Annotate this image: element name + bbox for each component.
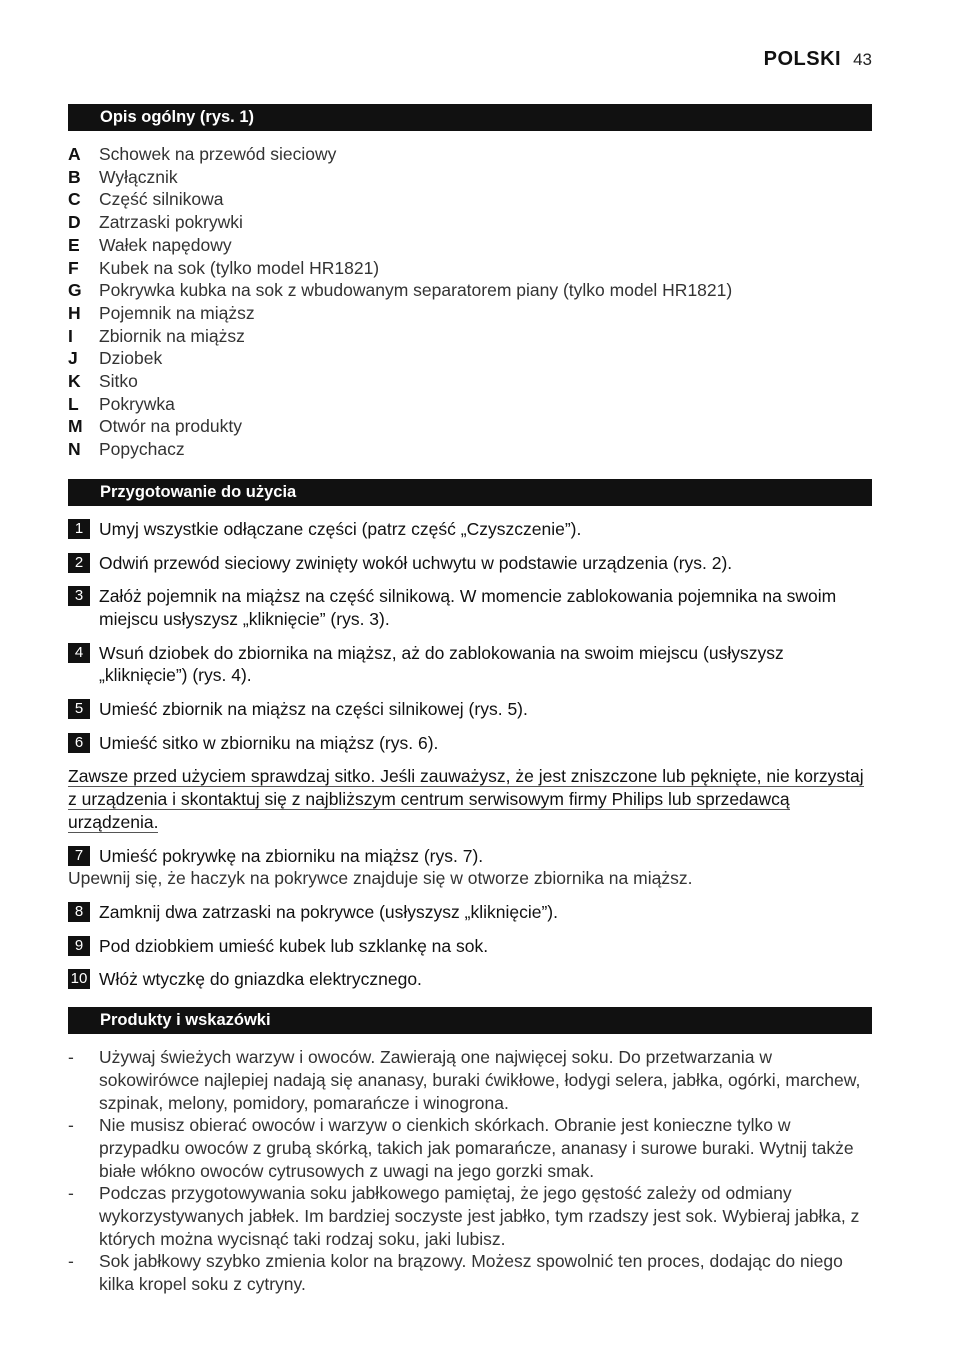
step-text: Zamknij dwa zatrzaski na pokrywce (usłyszysz „kliknięcie”).: [99, 901, 558, 922]
tip-text: Nie musisz obierać owoców i warzyw o cienkich skórkach. Obranie jest konieczne tylko w przypadku owoców z grubą skórką, takich jak pomarańcze, ananasy i surowe buraki. Wytnij także białe włókno owoców cytrusowych z uwagi na jego gorzki smak.: [99, 1115, 854, 1181]
part-desc: Wyłącznik: [99, 166, 178, 187]
step-text: Umyj wszystkie odłączane części (patrz część „Czyszczenie”).: [99, 518, 582, 539]
tip-text: Sok jabłkowy szybko zmienia kolor na brązowy. Możesz spowolnić ten proces, dodając do niego kilka kropel soku z cytryny.: [99, 1251, 843, 1295]
page-content: [68, 104, 872, 1296]
step-text: Włóż wtyczkę do gniazdka elektrycznego.: [99, 969, 422, 990]
part-desc: Wałek napędowy: [99, 234, 232, 255]
step-number: 6: [68, 733, 90, 753]
step-7-note: Upewnij się, że haczyk na pokrywce znajduje się w otworze zbiornika na miąższ.: [68, 868, 693, 889]
list-item: [68, 188, 872, 211]
step-text: Pod dziobkiem umieść kubek lub szklankę na sok.: [99, 935, 489, 956]
step-8: [68, 901, 872, 924]
part-letter: H: [68, 302, 81, 323]
step-4: [68, 642, 872, 687]
step-text: Umieść pokrywkę na zbiorniku na miąższ (rys. 7).: [99, 845, 484, 866]
step-2: [68, 552, 872, 575]
list-item: [68, 302, 872, 325]
part-letter: A: [68, 144, 81, 164]
step-10: [68, 968, 872, 991]
part-letter: J: [68, 348, 78, 369]
tip-text: Podczas przygotowywania soku jabłkowego pamiętaj, że jego gęstość zależy od odmiany wykorzystywanych jabłek. Im bardziej soczyste jest jabłko, tym rzadszy jest sok. Wybieraj jabłka, z których można wycisnąć taki rodzaj soku, jaki lubisz.: [99, 1183, 860, 1249]
step-6: [68, 732, 872, 755]
list-item: [68, 257, 872, 280]
list-item: [68, 234, 872, 257]
step-3: [68, 585, 872, 630]
list-item: [68, 415, 872, 438]
step-text: Umieść zbiornik na miąższ na części silnikowej (rys. 5).: [99, 699, 528, 720]
bullet-dash: -: [68, 1115, 74, 1136]
step-1: [68, 518, 872, 541]
list-item: [68, 279, 872, 302]
list-item: [68, 1182, 872, 1250]
bullet-dash: -: [68, 1251, 74, 1272]
list-item: [68, 211, 872, 234]
section-title-general: Opis ogólny (rys. 1): [68, 104, 872, 131]
step-number: 1: [68, 519, 90, 539]
step-number: 3: [68, 586, 90, 606]
step-text: Wsuń dziobek do zbiornika na miąższ, aż do zablokowania na swoim miejscu (usłyszysz „kliknięcie”) (rys. 4).: [99, 642, 784, 686]
step-number: 5: [68, 699, 90, 719]
tips-list: [68, 1046, 872, 1296]
sieve-warning: [68, 765, 872, 833]
step-number: 2: [68, 553, 90, 573]
part-desc: Pokrywka kubka na sok z wbudowanym separatorem piany (tylko model HR1821): [99, 280, 733, 301]
list-item: [68, 1046, 872, 1114]
part-letter: I: [68, 325, 73, 346]
step-5: [68, 698, 872, 721]
list-item: [68, 166, 872, 189]
part-desc: Kubek na sok (tylko model HR1821): [99, 257, 380, 278]
part-letter: F: [68, 257, 79, 278]
part-desc: Pojemnik na miąższ: [99, 302, 255, 323]
list-item: [68, 347, 872, 370]
list-item: [68, 1114, 872, 1182]
part-letter: D: [68, 212, 81, 233]
list-item: [68, 325, 872, 348]
part-desc: Zatrzaski pokrywki: [99, 212, 243, 233]
part-desc: Schowek na przewód sieciowy: [99, 144, 337, 164]
list-item: [68, 370, 872, 393]
step-number: 4: [68, 643, 90, 663]
list-item: [68, 1250, 872, 1295]
section-title-tips: Produkty i wskazówki: [68, 1007, 872, 1034]
step-text: Załóż pojemnik na miąższ na część silnikową. W momencie zablokowania pojemnika na swoim miejscu usłyszysz „kliknięcie” (rys. 3).: [99, 586, 837, 629]
part-desc: Otwór na produkty: [99, 416, 242, 437]
page-number: 43: [853, 50, 872, 69]
part-desc: Część silnikowa: [99, 189, 224, 210]
step-number: 10: [68, 969, 90, 989]
part-letter: M: [68, 416, 83, 437]
part-letter: C: [68, 189, 81, 210]
part-desc: Zbiornik na miąższ: [99, 325, 245, 346]
bullet-dash: -: [68, 1183, 74, 1204]
step-number: 9: [68, 936, 90, 956]
list-item: [68, 438, 872, 461]
step-9: [68, 935, 872, 958]
part-letter: G: [68, 280, 82, 301]
step-text: Odwiń przewód sieciowy zwinięty wokół uchwytu w podstawie urządzenia (rys. 2).: [99, 552, 733, 573]
list-item: [68, 393, 872, 416]
part-letter: K: [68, 371, 81, 392]
part-desc: Popychacz: [99, 439, 185, 460]
part-letter: L: [68, 393, 79, 414]
bullet-dash: -: [68, 1047, 74, 1068]
part-desc: Dziobek: [99, 348, 163, 369]
step-7: [68, 845, 872, 868]
step-text: Umieść sitko w zbiorniku na miąższ (rys. 6).: [99, 732, 439, 753]
part-letter: E: [68, 234, 80, 255]
tip-text: Używaj świeżych warzyw i owoców. Zawierają one najwięcej soku. Do przetwarzania w sokowirówce najlepiej nadają się ananasy, buraki ćwikłowe, łodygi selera, jabłka, ogórki, marchew, szpinak, melony, pomidory, pomarańcze i winogrona.: [99, 1047, 861, 1113]
part-letter: N: [68, 439, 81, 460]
list-item: [68, 143, 872, 166]
section-title-preparation: Przygotowanie do użycia: [68, 479, 872, 506]
language-label: POLSKI: [763, 48, 842, 70]
parts-list: [68, 143, 872, 461]
part-letter: B: [68, 166, 81, 187]
step-number: 8: [68, 902, 90, 922]
step-number: 7: [68, 846, 90, 866]
page-header: [764, 48, 872, 71]
part-desc: Sitko: [99, 371, 138, 392]
part-desc: Pokrywka: [99, 393, 175, 414]
warning-text: Zawsze przed użyciem sprawdzaj sitko. Jeśli zauważysz, że jest zniszczone lub pęknięte, nie korzystaj z urządzenia i skontaktuj się z najbliższym centrum serwisowym firmy Philips lub sprzedawcą urządzenia.: [68, 766, 864, 832]
